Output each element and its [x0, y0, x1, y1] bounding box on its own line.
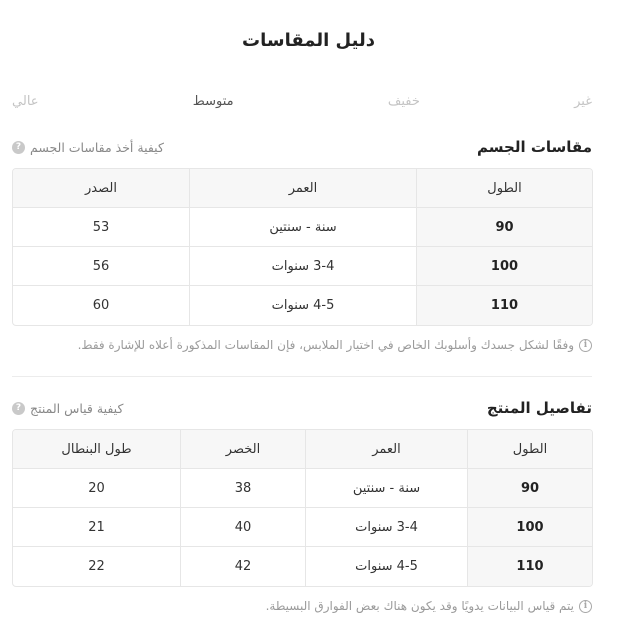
how-to-measure-body-label: كيفية أخذ مقاسات الجسم — [30, 139, 164, 155]
how-to-measure-product-link[interactable] — [12, 401, 123, 416]
fit-option-high[interactable]: عالي — [12, 93, 39, 109]
how-to-measure-product-label: كيفية قياس المنتج — [30, 400, 124, 416]
table-row — [13, 547, 592, 586]
info-circle-icon: i — [579, 600, 592, 613]
body-measurements-title: مقاسات الجسم — [476, 138, 592, 156]
table-header-row — [13, 430, 592, 469]
cell-chest: 60 — [92, 298, 110, 313]
product-details-title: تفاصيل المنتج — [486, 399, 592, 417]
fit-scale — [12, 90, 592, 112]
product-details-header — [12, 396, 592, 420]
fit-option-light[interactable]: خفيف — [387, 93, 420, 109]
cell-age: 4-5 سنوات — [305, 547, 467, 586]
table-row — [13, 508, 592, 547]
cell-pants-length: 21 — [13, 508, 180, 547]
body-measurements-table — [12, 168, 593, 326]
cell-age: سنة - سنتين — [189, 208, 416, 247]
cell-height: 100 — [467, 508, 592, 547]
cell-chest: 53 — [13, 208, 189, 247]
fit-option-none[interactable]: غير — [574, 93, 592, 109]
cell-height: 90 — [467, 469, 592, 508]
cell-waist: 38 — [180, 469, 305, 508]
table-header-row — [13, 169, 592, 208]
cell-pants-length: 22 — [88, 559, 105, 574]
fit-option-medium[interactable]: متوسط — [192, 93, 234, 109]
body-measurements-note — [12, 338, 592, 352]
question-circle-icon: ? — [12, 141, 25, 154]
table-row — [13, 469, 592, 508]
cell-height: 90 — [416, 208, 592, 247]
column-header-age: العمر — [305, 430, 467, 469]
cell-height: 100 — [416, 247, 592, 286]
column-header-height: الطول — [416, 169, 592, 208]
cell-age: 4-5 سنوات — [189, 286, 416, 325]
column-header-waist: الخصر — [180, 430, 305, 469]
product-details-note-text: يتم قياس البيانات يدويًا وقد يكون هناك بعض الفوارق البسيطة. — [265, 599, 574, 613]
product-details-note — [12, 599, 592, 613]
table-row — [13, 208, 592, 247]
question-circle-icon: ? — [12, 402, 25, 415]
cell-age: سنة - سنتين — [305, 469, 467, 508]
column-header-age: العمر — [189, 169, 416, 208]
cell-age: 3-4 سنوات — [305, 508, 467, 547]
cell-height: 110 — [416, 286, 592, 325]
cell-chest: 56 — [13, 247, 189, 286]
column-header-chest: الصدر — [13, 169, 189, 208]
product-details-table — [12, 429, 593, 587]
how-to-measure-body-link[interactable] — [12, 140, 164, 155]
column-header-pants-length: طول البنطال — [13, 430, 180, 469]
cell-waist: 40 — [180, 508, 305, 547]
section-divider — [12, 376, 592, 377]
body-measurements-header — [12, 135, 592, 159]
info-circle-icon: i — [579, 339, 592, 352]
cell-pants-length: 20 — [13, 469, 180, 508]
cell-waist: 42 — [180, 547, 305, 586]
body-measurements-note-text: وفقًا لشكل جسدك وأسلوبك الخاص في اختيار الملابس، فإن المقاسات المذكورة أعلاه للإشارة فقط. — [77, 338, 574, 352]
cell-height: 110 — [467, 547, 592, 586]
table-row — [13, 286, 592, 325]
column-header-height: الطول — [467, 430, 592, 469]
page-title: دليل المقاسات — [242, 30, 375, 51]
cell-age: 3-4 سنوات — [189, 247, 416, 286]
table-row — [13, 247, 592, 286]
